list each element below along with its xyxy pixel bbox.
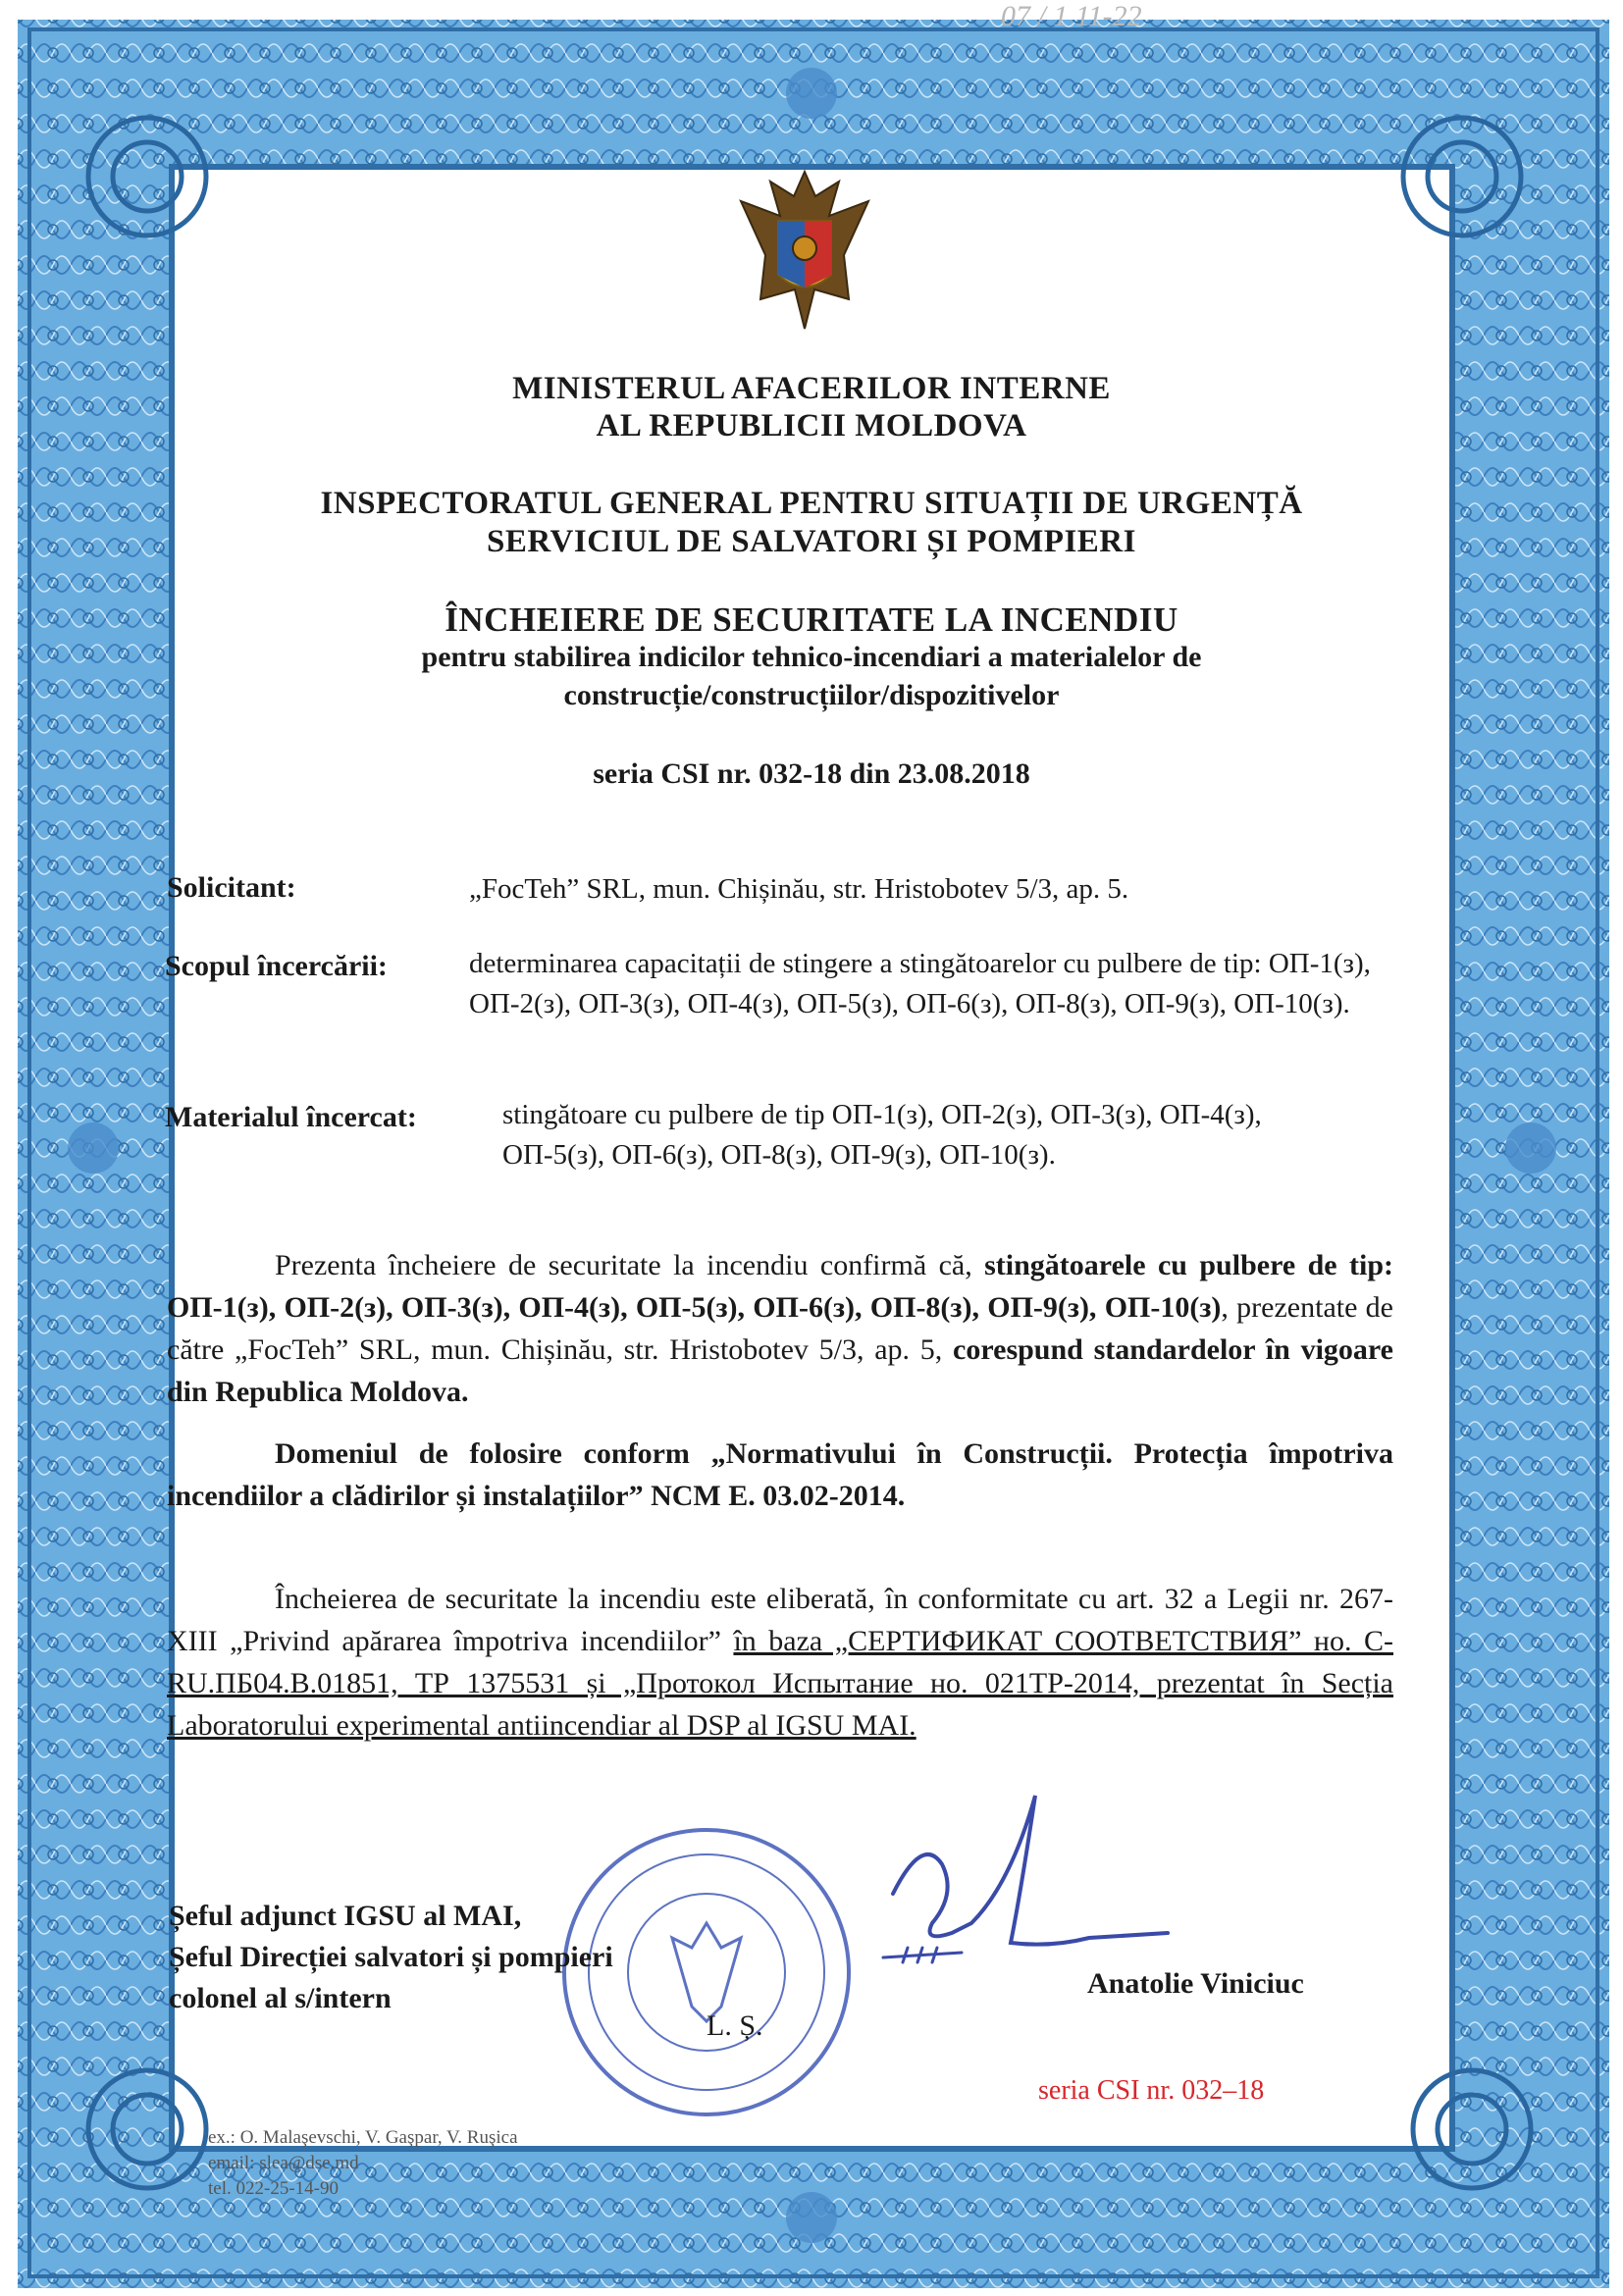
field-value-material: stingătoare cu pulbere de tip ОП-1(з), ОП-2(з), ОП-3(з), ОП-4(з), ОП-5(з), ОП-6(з), ОП-8(з), ОП-9(з), ОП-10(з). [502,1099,1262,1171]
field-value-scope: determinarea capacitații de stingere a stingătoarelor cu pulbere de tip: ОП-1(з), ОП-2(з), ОП-3(з), ОП-4(з), ОП-5(з), ОП-6(з), ОП-8(з), ОП-9(з), ОП-10(з). [469,948,1371,1019]
field-value-solicitant: „FocTeh” SRL, mun. Chișinău, str. Hristobotev 5/3, ap. 5. [469,873,1129,905]
field-label-scope: Scopul încercării: [165,950,388,982]
footer-phone: tel. 022-25-14-90 [208,2178,339,2199]
locus-sigilli: L. Ș. [707,2009,763,2042]
signatory-name: Anatolie Viniciuc [1087,1967,1304,2000]
stamp-emblem-icon [672,1923,741,2021]
pencil-note: 07 / 1 11-22 [1001,0,1142,32]
footer-executors: ex.: O. Malaşevschi, V. Gaşpar, V. Ruşica [208,2127,518,2148]
signatory-line-1: Șeful adjunct IGSU al MAI, [169,1900,522,1932]
confirmation-conclusion: corespund standardelor în vigoare din Republica Moldova. [167,1333,1393,1408]
ministry-line-2: AL REPUBLICII MOLDOVA [596,408,1027,444]
legal-basis-certificate: în baza „СЕРТИФИКАТ СООТВЕТСТВИЯ” но. C-RU.ПБ04.В.01851, ТР 1375531 și „Протокол Испытание но. 021ТР-2014, prezentat în Secția Laboratorului experimental antiincendiar al DSP al IGSU MAI. [167,1625,1394,1742]
footer-email: email: slea@dse.md [208,2153,359,2173]
usage-domain-paragraph: Domeniul de folosire conform „Normativului în Construcții. Protecția împotriva incendiilor a clădirilor și instalațiilor” NCM E. 03.02-2014. [167,1437,1393,1512]
confirmation-products: stingătoarele cu pulbere de tip: ОП-1(з), ОП-2(з), ОП-3(з), ОП-4(з), ОП-5(з), ОП-6(з), ОП-8(з), ОП-9(з), ОП-10(з) [167,1249,1393,1324]
legal-basis-law: Încheierea de securitate la incendiu este eliberată, în conformitate cu art. 32 a Legii nr. 267-XIII „Privind apărarea împotriva incendiilor” [167,1583,1393,1657]
field-label-material: Materialul încercat: [165,1101,417,1133]
moldova-coat-of-arms-icon [731,162,878,339]
document-series: seria CSI nr. 032-18 din 23.08.2018 [593,757,1030,790]
field-label-solicitant: Solicitant: [167,871,296,904]
document-subtitle-line-1: pentru stabilirea indicilor tehnico-incendiari a materialelor de [421,641,1202,673]
confirmation-presenter: , prezentate de către „FocTeh” SRL, mun. Chișinău, str. Hristobotev 5/3, ap. 5, [167,1291,1393,1366]
inspectorate-line-1: INSPECTORATUL GENERAL PENTRU SITUAȚII DE URGENȚĂ [320,486,1303,521]
confirmation-paragraph [167,1244,1393,1413]
ministry-line-1: MINISTERUL AFACERILOR INTERNE [512,371,1111,406]
inspectorate-line-2: SERVICIUL DE SALVATORI ȘI POMPIERI [487,524,1136,559]
series-number-red: seria CSI nr. 032–18 [1038,2075,1265,2106]
document-subtitle-line-2: construcție/construcțiilor/dispozitivelor [563,679,1060,711]
confirmation-intro: Prezenta încheiere de securitate la incendiu confirmă că, [275,1249,985,1281]
legal-basis-paragraph [167,1578,1393,1747]
signatory-line-3: colonel al s/intern [169,1982,392,2014]
document-title: ÎNCHEIERE DE SECURITATE LA INCENDIU [445,600,1178,639]
handwritten-signature [864,1776,1178,1992]
signatory-line-2: Șeful Direcției salvatori și pompieri [169,1941,613,1973]
